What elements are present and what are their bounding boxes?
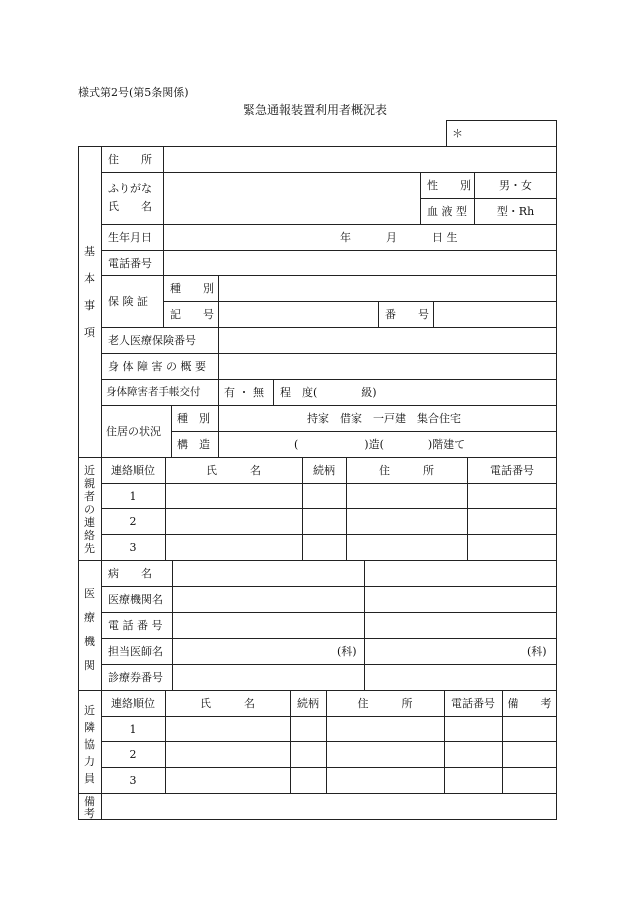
address-label: 住 所 — [108, 153, 152, 166]
disability-summary-label: 身 体 障 害 の 概 要 — [108, 360, 206, 373]
disability-book-label: 身体障害者手帳交付 — [106, 386, 201, 398]
relatives-header-phone: 電話番号 — [490, 464, 534, 477]
relatives-section-label: 近 親 者 の 連 絡 先 — [84, 464, 95, 555]
housing-structure-value[interactable]: ( )造( )階建て — [294, 438, 466, 451]
neighbors-header-relation: 続柄 — [297, 697, 319, 710]
housing-label: 住居の状況 — [106, 425, 161, 438]
gender-options[interactable]: 男・女 — [499, 179, 532, 192]
gender-label: 性 別 — [427, 179, 471, 192]
insurance-mark-label: 記 号 — [170, 308, 214, 321]
page-title: 緊急通報装置利用者概況表 — [242, 103, 387, 117]
patient-card-label: 診療券番号 — [108, 671, 163, 684]
medical-phone-label: 電 話 番 号 — [108, 619, 163, 632]
disability-grade[interactable]: 程 度( 級) — [280, 386, 377, 399]
birth-day-unit: 日 生 — [432, 231, 458, 244]
medical-section-label: 医 療 機 関 — [84, 587, 95, 672]
blood-type-label: 血 液 型 — [427, 205, 467, 218]
doctor-label: 担当医師名 — [108, 645, 163, 658]
neighbors-row-2-order: 2 — [129, 748, 137, 761]
asterisk-mark: ＊ — [452, 127, 463, 140]
remarks-section-label: 備 考 — [84, 795, 95, 820]
housing-type-options[interactable]: 持家 借家 一戸建 集合住宅 — [307, 412, 461, 425]
housing-type-label: 種 別 — [177, 412, 210, 425]
relatives-row-2-order: 2 — [129, 515, 137, 528]
insurance-number-label: 番 号 — [385, 308, 429, 321]
insurance-type-label: 種 別 — [170, 282, 214, 295]
dept-suffix-left: (科) — [337, 645, 357, 658]
name-label: 氏 名 — [108, 200, 152, 213]
neighbors-header-phone: 電話番号 — [451, 697, 495, 710]
birthdate-label: 生年月日 — [108, 231, 152, 244]
relatives-row-3-order: 3 — [129, 541, 137, 554]
birth-year-unit: 年 — [340, 231, 351, 244]
neighbors-header-address: 住 所 — [357, 697, 413, 710]
neighbors-row-3-order: 3 — [129, 774, 137, 787]
neighbors-header-remarks: 備 考 — [507, 697, 552, 710]
institution-label: 医療機関名 — [108, 593, 163, 606]
insurance-label: 保 険 証 — [108, 295, 148, 308]
dept-suffix-right: (科) — [527, 645, 547, 658]
relatives-header-order: 連絡順位 — [111, 464, 155, 477]
relatives-header-name: 氏 名 — [206, 464, 261, 477]
neighbors-header-order: 連絡順位 — [111, 697, 155, 710]
furigana-label: ふりがな — [108, 182, 152, 195]
birth-month-unit: 月 — [386, 231, 397, 244]
basic-section-label: 基 本 事 項 — [84, 245, 95, 339]
disability-book-options[interactable]: 有 ・ 無 — [224, 386, 264, 399]
neighbors-row-1-order: 1 — [129, 723, 137, 736]
blood-type-value[interactable]: 型・Rh — [496, 205, 535, 218]
relatives-row-1-order: 1 — [129, 490, 137, 503]
relatives-header-address: 住 所 — [379, 464, 434, 477]
form-number: 様式第2号(第5条関係) — [78, 86, 189, 99]
neighbors-header-name: 氏 名 — [200, 697, 255, 710]
disease-label: 病 名 — [108, 567, 152, 580]
relatives-header-relation: 続柄 — [313, 464, 335, 477]
elderly-insurance-label: 老人医療保険番号 — [108, 334, 196, 347]
neighbors-section-label: 近 隣 協 力 員 — [84, 704, 95, 785]
housing-structure-label: 構 造 — [177, 438, 210, 451]
phone-label: 電話番号 — [108, 257, 152, 270]
